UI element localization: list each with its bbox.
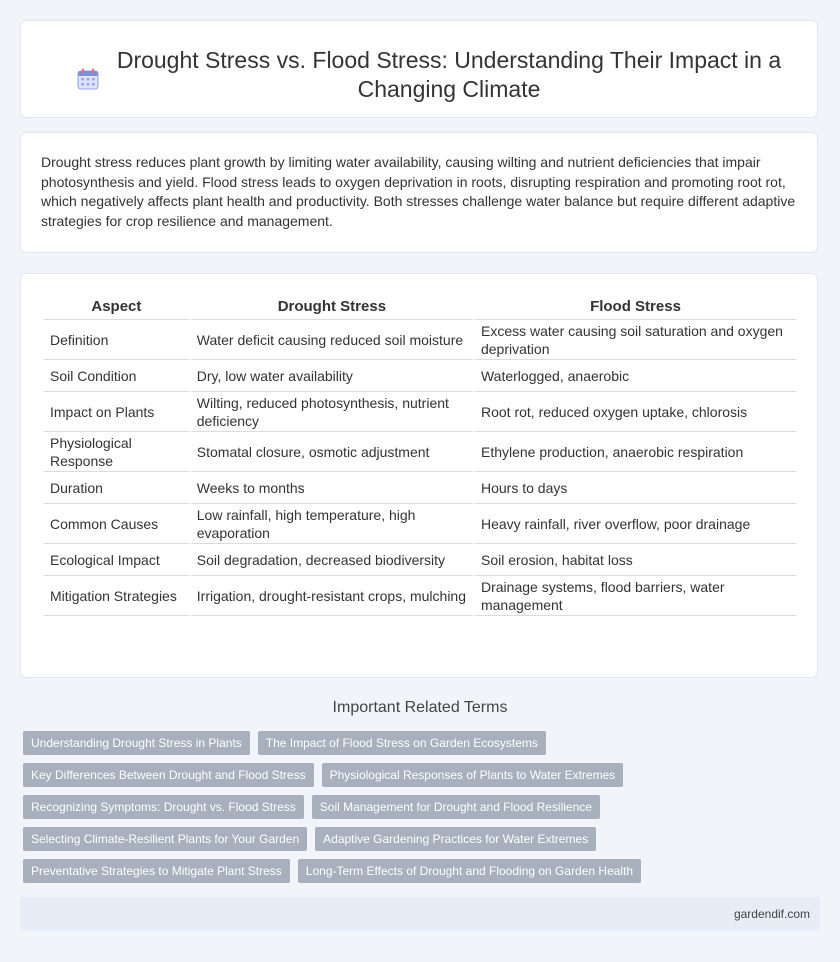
aspect-cell: Impact on Plants bbox=[44, 392, 189, 432]
header-flood: Flood Stress bbox=[475, 294, 796, 320]
flood-cell: Hours to days bbox=[475, 472, 796, 504]
calendar-icon bbox=[77, 68, 99, 90]
related-term-link[interactable]: Recognizing Symptoms: Drought vs. Flood Stress bbox=[23, 795, 304, 819]
table-row bbox=[44, 576, 796, 616]
drought-cell: Wilting, reduced photosynthesis, nutrient deficiency bbox=[191, 392, 473, 432]
related-term-link[interactable]: Soil Management for Drought and Flood Resilience bbox=[312, 795, 600, 819]
table-row bbox=[44, 392, 796, 432]
flood-cell: Heavy rainfall, river overflow, poor drainage bbox=[475, 504, 796, 544]
table-row bbox=[44, 432, 796, 472]
related-term-link[interactable]: Physiological Responses of Plants to Water Extremes bbox=[322, 763, 624, 787]
aspect-cell: Common Causes bbox=[44, 504, 189, 544]
intro-paragraph: Drought stress reduces plant growth by limiting water availability, causing wilting and nutrient deficiencies that impair photosynthesis and yield. Flood stress leads to oxygen deprivation in roots, disrupting respiration and promoting root rot, which negatively affects plant health and productivity. Both stresses challenge water balance but require different adaptive strategies for crop resilience and management. bbox=[41, 154, 796, 229]
page-title: Drought Stress vs. Flood Stress: Understanding Their Impact in a Changing Climate bbox=[116, 47, 782, 102]
table-row bbox=[44, 320, 796, 360]
footer bbox=[20, 897, 820, 931]
table-row bbox=[44, 472, 796, 504]
related-term-link[interactable]: Key Differences Between Drought and Flood Stress bbox=[23, 763, 314, 787]
related-terms-heading: Important Related Terms bbox=[332, 699, 508, 716]
table-row bbox=[44, 544, 796, 576]
aspect-cell: Ecological Impact bbox=[44, 544, 189, 576]
aspect-cell: Duration bbox=[44, 472, 189, 504]
drought-cell: Low rainfall, high temperature, high evaporation bbox=[191, 504, 473, 544]
drought-cell: Irrigation, drought-resistant crops, mulching bbox=[191, 576, 473, 616]
flood-cell: Excess water causing soil saturation and oxygen deprivation bbox=[475, 320, 796, 360]
related-term-link[interactable]: Selecting Climate-Resilient Plants for Your Garden bbox=[23, 827, 307, 851]
title-card bbox=[20, 20, 818, 118]
table-header-row bbox=[44, 294, 796, 320]
footer-site-link[interactable]: gardendif.com bbox=[733, 907, 810, 921]
related-term-link[interactable]: The Impact of Flood Stress on Garden Ecosystems bbox=[258, 731, 546, 755]
header-aspect: Aspect bbox=[44, 294, 189, 320]
intro-card bbox=[20, 132, 818, 253]
flood-cell: Root rot, reduced oxygen uptake, chlorosis bbox=[475, 392, 796, 432]
related-term-link[interactable]: Long-Term Effects of Drought and Flooding on Garden Health bbox=[298, 859, 641, 883]
flood-cell: Soil erosion, habitat loss bbox=[475, 544, 796, 576]
related-terms-list bbox=[23, 731, 823, 891]
related-term-link[interactable]: Adaptive Gardening Practices for Water Extremes bbox=[315, 827, 596, 851]
flood-cell: Ethylene production, anaerobic respiration bbox=[475, 432, 796, 472]
drought-cell: Dry, low water availability bbox=[191, 360, 473, 392]
header-drought: Drought Stress bbox=[191, 294, 473, 320]
aspect-cell: Definition bbox=[44, 320, 189, 360]
drought-cell: Stomatal closure, osmotic adjustment bbox=[191, 432, 473, 472]
drought-cell: Soil degradation, decreased biodiversity bbox=[191, 544, 473, 576]
flood-cell: Drainage systems, flood barriers, water management bbox=[475, 576, 796, 616]
table-row bbox=[44, 504, 796, 544]
aspect-cell: Soil Condition bbox=[44, 360, 189, 392]
flood-cell: Waterlogged, anaerobic bbox=[475, 360, 796, 392]
related-term-link[interactable]: Understanding Drought Stress in Plants bbox=[23, 731, 250, 755]
aspect-cell: Mitigation Strategies bbox=[44, 576, 189, 616]
aspect-cell: Physiological Response bbox=[44, 432, 189, 472]
comparison-table bbox=[42, 294, 798, 616]
table-row bbox=[44, 360, 796, 392]
related-term-link[interactable]: Preventative Strategies to Mitigate Plant Stress bbox=[23, 859, 290, 883]
drought-cell: Water deficit causing reduced soil moisture bbox=[191, 320, 473, 360]
comparison-card bbox=[20, 273, 818, 678]
drought-cell: Weeks to months bbox=[191, 472, 473, 504]
